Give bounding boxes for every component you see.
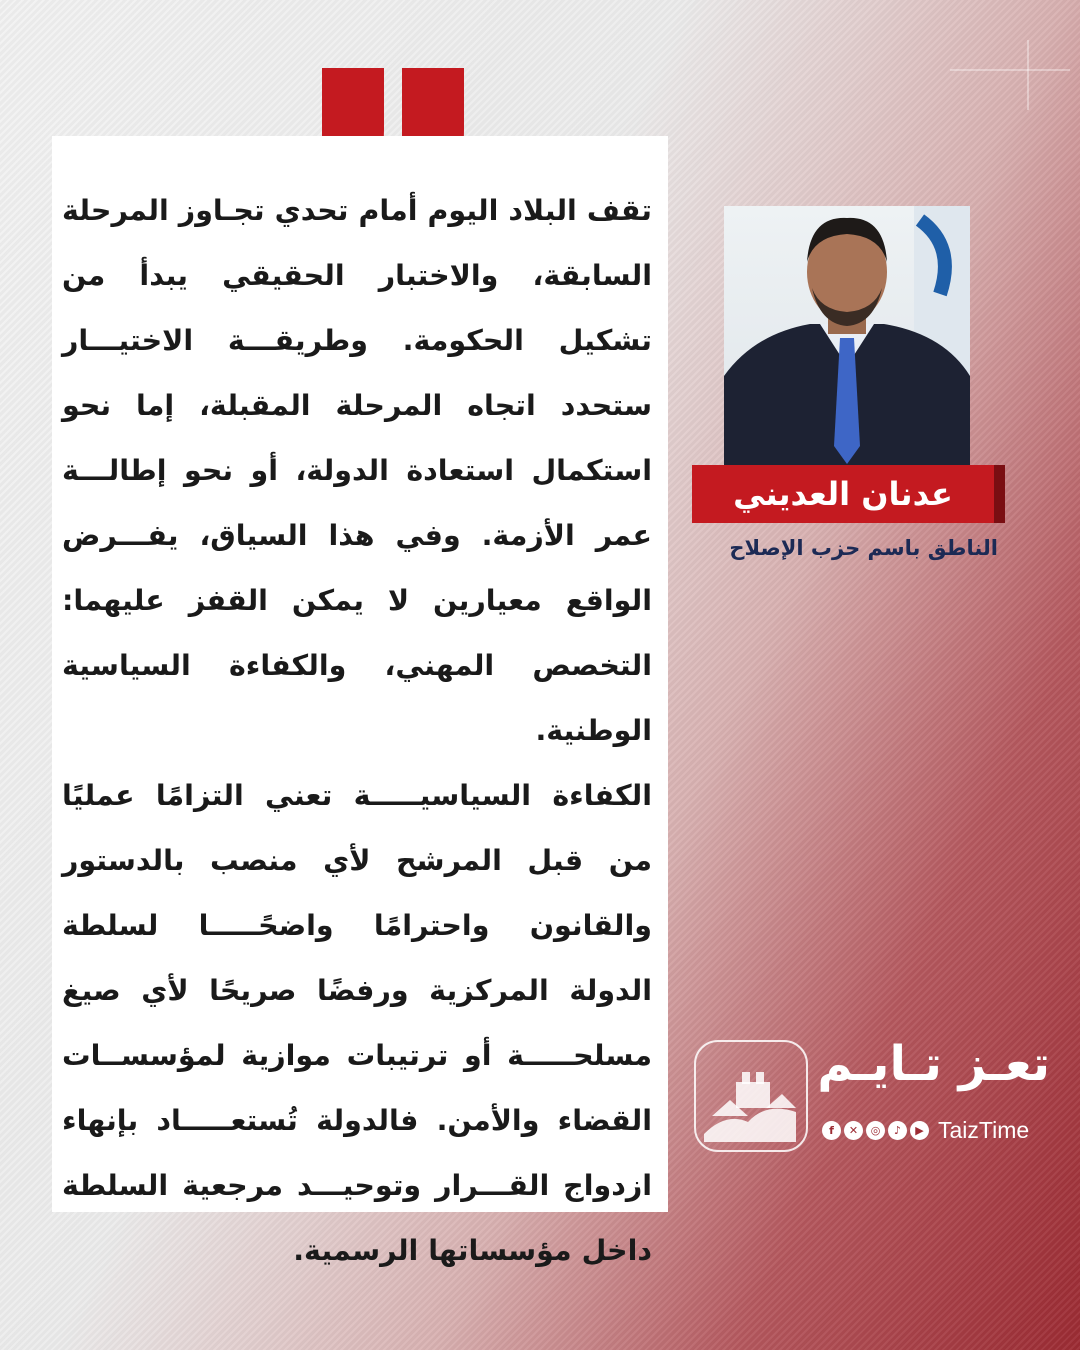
speaker-name-plate bbox=[692, 465, 994, 523]
speaker-photo bbox=[724, 206, 970, 474]
brand-name: تعـز تـايـم bbox=[817, 1036, 1050, 1092]
speaker-name: عدنان العديني bbox=[733, 475, 953, 513]
facebook-icon: f bbox=[822, 1121, 841, 1140]
youtube-icon: ▶ bbox=[910, 1121, 929, 1140]
instagram-icon: ◎ bbox=[866, 1121, 885, 1140]
x-icon: ✕ bbox=[844, 1121, 863, 1140]
quote-text bbox=[62, 178, 652, 1283]
speaker-role: الناطق باسم حزب الإصلاح bbox=[729, 536, 998, 560]
corner-decoration bbox=[940, 40, 1080, 110]
social-row bbox=[822, 1117, 1029, 1144]
quote-paragraph-2: الكفاءة السياسيـــــة تعني التزامًا عمليًا من قبل المرشح لأي منصب بالدستور والقانون واحترامًا واضحًـــــا لسلطة الدولة المركزية ورفضًا صريحًا لأي صيغ مسلحـــــة أو ترتيبات موازية لمؤسســات القضاء والأمن. فالدولة تُستعـــــاد بإنهاء ازدواج القـــرار وتوحيـــد مرجعية السلطة داخل مؤسساتها الرسمية. bbox=[62, 779, 652, 1267]
brand-handle: TaizTime bbox=[938, 1117, 1030, 1143]
brand-logo bbox=[694, 1040, 808, 1152]
quote-paragraph-1: تقف البلاد اليوم أمام تحدي تجـاوز المرحلة السابقة، والاختبار الحقيقي يبدأ من تشكيل الحكومة. وطريقـــة الاختيـــار ستحدد اتجاه المرحلة المقبلة، إما نحو استكمال استعادة الدولة، أو نحو إطالـــة عمر الأزمة. وفي هذا السياق، يفـــرض الواقع معيارين لا يمكن القفز عليهما: التخصص المهني، والكفاءة السياسية الوطنية. bbox=[62, 194, 652, 747]
tiktok-icon: ♪ bbox=[888, 1121, 907, 1140]
